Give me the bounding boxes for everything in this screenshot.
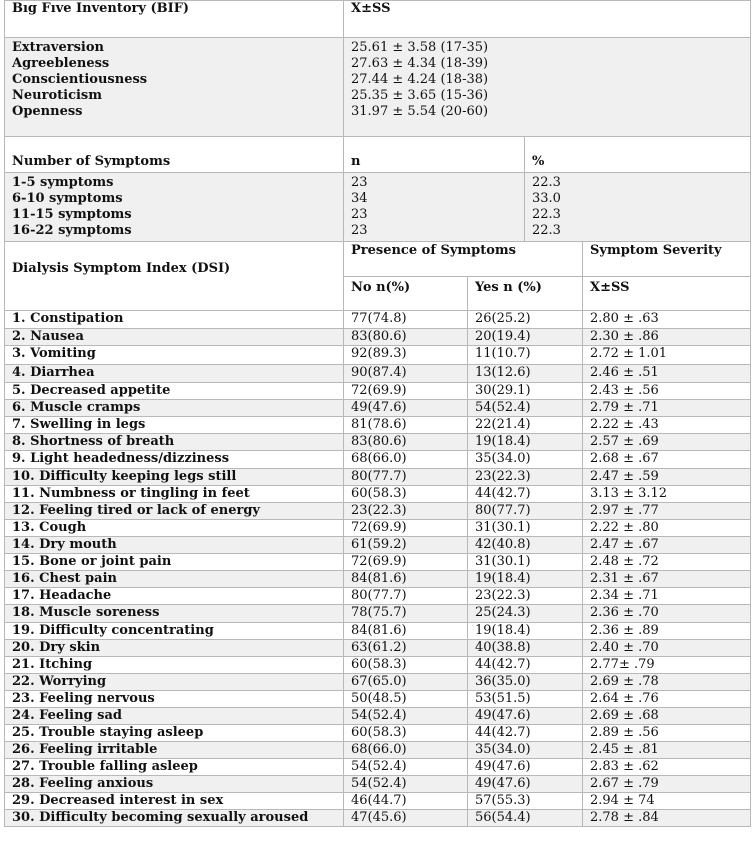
dsi-symptom: 16. Chest pain	[5, 571, 344, 588]
dsi-row	[5, 708, 751, 725]
dsi-no-value: 90(87.4)	[344, 365, 468, 383]
dsi-symptom: 17. Headache	[5, 588, 344, 605]
dsi-yes-value: 30(29.1)	[468, 383, 583, 400]
dsi-yes-value: 20(19.4)	[468, 329, 583, 346]
dsi-no-value: 72(69.9)	[344, 383, 468, 400]
dsi-no-value: 60(58.3)	[344, 486, 468, 503]
dsi-no-value: 68(66.0)	[344, 451, 468, 469]
dsi-yes-value: 49(47.6)	[468, 776, 583, 793]
dsi-yes-value: 44(42.7)	[468, 725, 583, 742]
dsi-severity-value: 2.30 ± .86	[583, 329, 751, 346]
dsi-symptom: 30. Difficulty becoming sexually aroused	[5, 810, 344, 827]
dsi-no-value: 60(58.3)	[344, 657, 468, 674]
dsi-yes-value: 11(10.7)	[468, 346, 583, 365]
num-symptoms-range: 11-15 symptoms	[12, 207, 132, 222]
num-symptoms-pct: 33.0	[532, 191, 561, 206]
dsi-yes-value: 44(42.7)	[468, 657, 583, 674]
num-symptoms-n: 23	[351, 207, 368, 222]
dsi-row	[5, 640, 751, 657]
dsi-symptom: 23. Feeling nervous	[5, 691, 344, 708]
dsi-symptom: 1. Constipation	[5, 311, 344, 329]
dsi-yes-value: 19(18.4)	[468, 623, 583, 640]
num-symptoms-header: Number of Symptoms	[5, 137, 344, 173]
bif-trait: Neuroticism	[12, 88, 102, 103]
dsi-symptom: 13. Cough	[5, 520, 344, 537]
dsi-no-value: 92(89.3)	[344, 346, 468, 365]
dsi-no-header: No n(%)	[344, 277, 468, 311]
dsi-yes-value: 56(54.4)	[468, 810, 583, 827]
dsi-row	[5, 486, 751, 503]
dsi-symptom: 8. Shortness of breath	[5, 434, 344, 451]
dsi-symptom: 10. Difficulty keeping legs still	[5, 469, 344, 486]
dsi-yes-value: 13(12.6)	[468, 365, 583, 383]
dsi-symptom: 20. Dry skin	[5, 640, 344, 657]
bif-value: 27.63 ± 4.34 (18-39)	[351, 56, 489, 71]
bif-trait: Openness	[12, 104, 83, 119]
dsi-no-value: 23(22.3)	[344, 503, 468, 520]
dsi-severity-value: 2.97 ± .77	[583, 503, 751, 520]
dsi-row	[5, 691, 751, 708]
results-table	[4, 0, 751, 827]
dsi-symptom: 5. Decreased appetite	[5, 383, 344, 400]
dsi-yes-value: 57(55.3)	[468, 793, 583, 810]
dsi-severity-value: 2.72 ± 1.01	[583, 346, 751, 365]
dsi-no-value: 72(69.9)	[344, 554, 468, 571]
num-symptoms-pct: 22.3	[532, 175, 561, 190]
dsi-severity-value: 2.36 ± .70	[583, 605, 751, 623]
dsi-row	[5, 503, 751, 520]
dsi-symptom: 7. Swelling in legs	[5, 417, 344, 434]
bif-trait: Agreebleness	[12, 56, 110, 71]
dsi-severity-value: 2.40 ± .70	[583, 640, 751, 657]
dsi-no-value: 68(66.0)	[344, 742, 468, 759]
dsi-yes-value: 36(35.0)	[468, 674, 583, 691]
dsi-yes-value: 42(40.8)	[468, 537, 583, 554]
num-symptoms-n: 23	[351, 223, 368, 238]
num-symptoms-pct: 22.3	[532, 207, 561, 222]
dsi-row	[5, 742, 751, 759]
dsi-severity-header: Symptom Severity	[583, 242, 751, 277]
dsi-row	[5, 657, 751, 674]
dsi-no-value: 78(75.7)	[344, 605, 468, 623]
dsi-row	[5, 605, 751, 623]
dsi-yes-value: 31(30.1)	[468, 554, 583, 571]
dsi-row	[5, 383, 751, 400]
num-symptoms-range: 1-5 symptoms	[12, 175, 114, 190]
dsi-row	[5, 346, 751, 365]
dsi-symptom: 24. Feeling sad	[5, 708, 344, 725]
dsi-no-value: 83(80.6)	[344, 434, 468, 451]
dsi-presence-header: Presence of Symptoms	[344, 242, 583, 277]
dsi-severity-value: 2.80 ± .63	[583, 311, 751, 329]
dsi-row	[5, 623, 751, 640]
bif-value: 25.35 ± 3.65 (15-36)	[351, 88, 489, 103]
bif-trait: Conscientiousness	[12, 72, 148, 87]
dsi-row	[5, 776, 751, 793]
dsi-severity-value: 2.69 ± .68	[583, 708, 751, 725]
dsi-row	[5, 434, 751, 451]
dsi-severity-value: 2.69 ± .78	[583, 674, 751, 691]
dsi-no-value: 46(44.7)	[344, 793, 468, 810]
dsi-severity-value: 2.36 ± .89	[583, 623, 751, 640]
dsi-severity-value: 2.34 ± .71	[583, 588, 751, 605]
dsi-symptom: 2. Nausea	[5, 329, 344, 346]
dsi-row	[5, 520, 751, 537]
dsi-row	[5, 469, 751, 486]
dsi-yes-value: 49(47.6)	[468, 759, 583, 776]
dsi-symptom: 18. Muscle soreness	[5, 605, 344, 623]
dsi-symptom: 15. Bone or joint pain	[5, 554, 344, 571]
dsi-severity-value: 2.46 ± .51	[583, 365, 751, 383]
num-symptoms-pct-header: %	[525, 137, 751, 173]
dsi-symptom: 14. Dry mouth	[5, 537, 344, 554]
dsi-severity-value: 2.83 ± .62	[583, 759, 751, 776]
dsi-symptom: 4. Diarrhea	[5, 365, 344, 383]
dsi-row	[5, 793, 751, 810]
dsi-row	[5, 571, 751, 588]
bif-trait: Extraversion	[12, 40, 104, 55]
dsi-no-value: 50(48.5)	[344, 691, 468, 708]
dsi-severity-value: 2.22 ± .80	[583, 520, 751, 537]
dsi-no-value: 77(74.8)	[344, 311, 468, 329]
dsi-symptom: 12. Feeling tired or lack of energy	[5, 503, 344, 520]
dsi-symptom: 25. Trouble staying asleep	[5, 725, 344, 742]
dsi-severity-value: 2.79 ± .71	[583, 400, 751, 417]
dsi-symptom: 28. Feeling anxious	[5, 776, 344, 793]
dsi-severity-value: 2.47 ± .59	[583, 469, 751, 486]
dsi-severity-value: 2.22 ± .43	[583, 417, 751, 434]
dsi-no-value: 84(81.6)	[344, 571, 468, 588]
dsi-severity-value: 2.64 ± .76	[583, 691, 751, 708]
dsi-row	[5, 400, 751, 417]
dsi-yes-header: Yes n (%)	[468, 277, 583, 311]
num-symptoms-n: 23	[351, 175, 368, 190]
dsi-no-value: 49(47.6)	[344, 400, 468, 417]
bif-header-stat: X±SS	[344, 1, 751, 38]
dsi-yes-value: 80(77.7)	[468, 503, 583, 520]
bif-value: 25.61 ± 3.58 (17-35)	[351, 40, 489, 55]
dsi-severity-value: 3.13 ± 3.12	[583, 486, 751, 503]
dsi-severity-value: 2.31 ± .67	[583, 571, 751, 588]
dsi-yes-value: 35(34.0)	[468, 451, 583, 469]
dsi-severity-value: 2.47 ± .67	[583, 537, 751, 554]
num-symptoms-pct: 22.3	[532, 223, 561, 238]
dsi-yes-value: 23(22.3)	[468, 588, 583, 605]
dsi-yes-value: 25(24.3)	[468, 605, 583, 623]
dsi-row	[5, 329, 751, 346]
dsi-row	[5, 365, 751, 383]
bif-header-label: Bıg Fıve Inventory (BIF)	[5, 1, 344, 38]
dsi-yes-value: 26(25.2)	[468, 311, 583, 329]
dsi-no-value: 84(81.6)	[344, 623, 468, 640]
num-symptoms-n: 34	[351, 191, 368, 206]
dsi-severity-value: 2.57 ± .69	[583, 434, 751, 451]
dsi-row	[5, 588, 751, 605]
dsi-symptom: 19. Difficulty concentrating	[5, 623, 344, 640]
dsi-row	[5, 674, 751, 691]
dsi-yes-value: 44(42.7)	[468, 486, 583, 503]
dsi-yes-value: 49(47.6)	[468, 708, 583, 725]
dsi-body	[5, 311, 751, 827]
dsi-no-value: 47(45.6)	[344, 810, 468, 827]
dsi-no-value: 63(61.2)	[344, 640, 468, 657]
dsi-row	[5, 759, 751, 776]
dsi-yes-value: 40(38.8)	[468, 640, 583, 657]
dsi-yes-value: 35(34.0)	[468, 742, 583, 759]
dsi-no-value: 60(58.3)	[344, 725, 468, 742]
dsi-yes-value: 22(21.4)	[468, 417, 583, 434]
num-symptoms-range-list	[5, 173, 344, 242]
dsi-severity-value: 2.94 ± 74	[583, 793, 751, 810]
dsi-symptom: 3. Vomiting	[5, 346, 344, 365]
dsi-yes-value: 31(30.1)	[468, 520, 583, 537]
bif-value: 27.44 ± 4.24 (18-38)	[351, 72, 489, 87]
dsi-row	[5, 451, 751, 469]
dsi-row	[5, 417, 751, 434]
dsi-title: Dialysis Symptom Index (DSI)	[5, 242, 344, 311]
dsi-symptom: 11. Numbness or tingling in feet	[5, 486, 344, 503]
dsi-no-value: 61(59.2)	[344, 537, 468, 554]
dsi-symptom: 26. Feeling irritable	[5, 742, 344, 759]
dsi-yes-value: 23(22.3)	[468, 469, 583, 486]
dsi-no-value: 83(80.6)	[344, 329, 468, 346]
dsi-row	[5, 810, 751, 827]
dsi-severity-value: 2.48 ± .72	[583, 554, 751, 571]
bif-trait-list	[5, 38, 344, 137]
dsi-severity-value: 2.77± .79	[583, 657, 751, 674]
dsi-symptom: 21. Itching	[5, 657, 344, 674]
dsi-row	[5, 554, 751, 571]
dsi-yes-value: 19(18.4)	[468, 434, 583, 451]
dsi-no-value: 80(77.7)	[344, 588, 468, 605]
dsi-row	[5, 537, 751, 554]
dsi-no-value: 67(65.0)	[344, 674, 468, 691]
dsi-no-value: 54(52.4)	[344, 776, 468, 793]
dsi-severity-value: 2.67 ± .79	[583, 776, 751, 793]
dsi-yes-value: 53(51.5)	[468, 691, 583, 708]
dsi-no-value: 54(52.4)	[344, 708, 468, 725]
dsi-severity-value: 2.78 ± .84	[583, 810, 751, 827]
dsi-yes-value: 54(52.4)	[468, 400, 583, 417]
bif-value-list	[344, 38, 751, 137]
dsi-no-value: 81(78.6)	[344, 417, 468, 434]
num-symptoms-range: 6-10 symptoms	[12, 191, 123, 206]
dsi-no-value: 54(52.4)	[344, 759, 468, 776]
dsi-severity-value: 2.45 ± .81	[583, 742, 751, 759]
dsi-symptom: 27. Trouble falling asleep	[5, 759, 344, 776]
dsi-severity-value: 2.89 ± .56	[583, 725, 751, 742]
dsi-severity-value: 2.43 ± .56	[583, 383, 751, 400]
dsi-yes-value: 19(18.4)	[468, 571, 583, 588]
dsi-row	[5, 311, 751, 329]
num-symptoms-n-list	[344, 173, 525, 242]
dsi-symptom: 9. Light headedness/dizziness	[5, 451, 344, 469]
dsi-symptom: 6. Muscle cramps	[5, 400, 344, 417]
dsi-symptom: 22. Worrying	[5, 674, 344, 691]
dsi-severity-subheader: X±SS	[583, 277, 751, 311]
dsi-no-value: 80(77.7)	[344, 469, 468, 486]
dsi-symptom: 29. Decreased interest in sex	[5, 793, 344, 810]
dsi-row	[5, 725, 751, 742]
num-symptoms-range: 16-22 symptoms	[12, 223, 132, 238]
num-symptoms-n-header: n	[344, 137, 525, 173]
num-symptoms-pct-list	[525, 173, 751, 242]
bif-value: 31.97 ± 5.54 (20-60)	[351, 104, 489, 119]
dsi-no-value: 72(69.9)	[344, 520, 468, 537]
dsi-severity-value: 2.68 ± .67	[583, 451, 751, 469]
